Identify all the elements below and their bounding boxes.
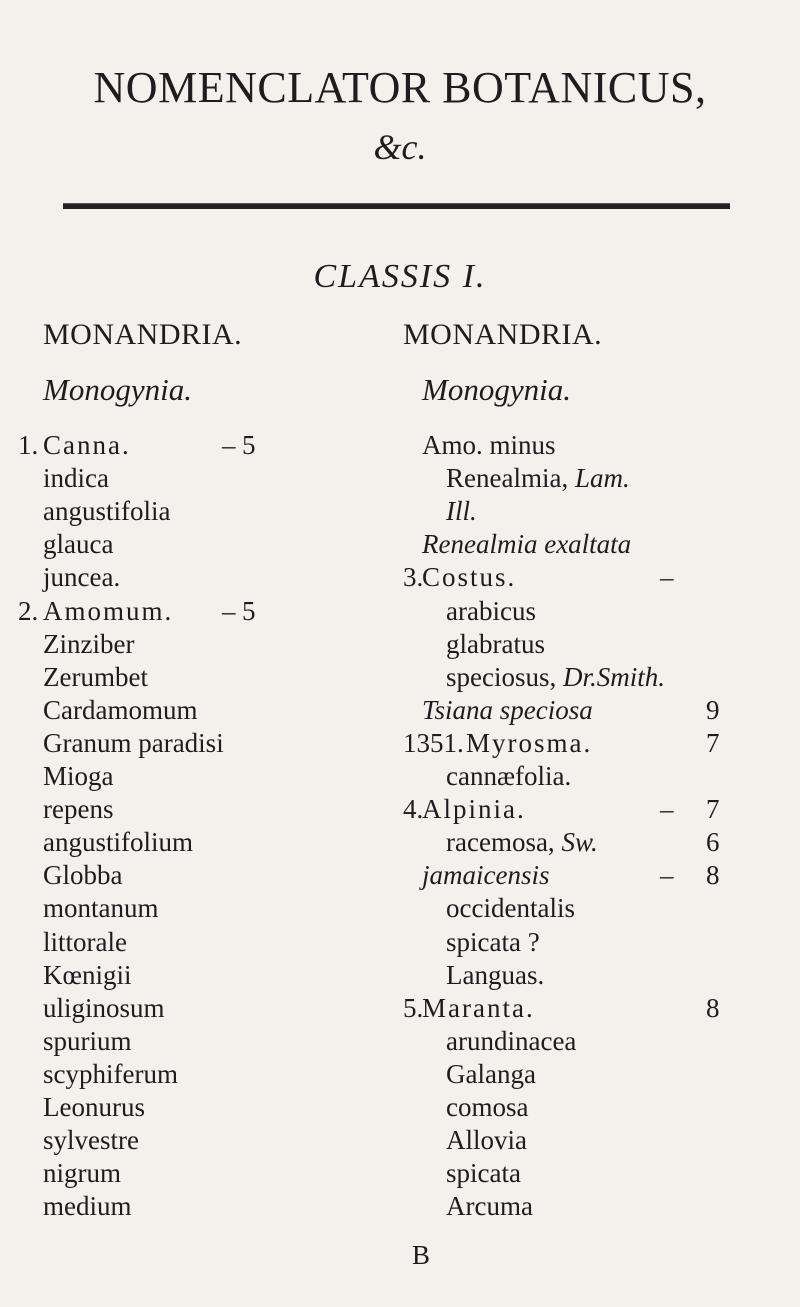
species-name bbox=[422, 860, 550, 891]
entry-text: sylvestre bbox=[43, 1125, 139, 1155]
entry-text: Leonurus bbox=[43, 1092, 145, 1122]
species-name bbox=[446, 662, 665, 693]
entry-text: Alpinia. bbox=[422, 794, 526, 824]
entry-text: medium bbox=[43, 1191, 132, 1221]
species-name bbox=[422, 695, 593, 726]
entry-number: 1351. bbox=[403, 728, 464, 758]
entry-text: scyphiferum bbox=[43, 1059, 178, 1089]
reference-number: 7 bbox=[706, 728, 720, 758]
species-name bbox=[422, 430, 556, 461]
reference-number: 6 bbox=[706, 827, 720, 857]
entry-text: Ill. bbox=[446, 496, 477, 526]
entry-number: 2. bbox=[18, 596, 39, 626]
entry-text: Maranta. bbox=[422, 993, 535, 1023]
species-name bbox=[446, 827, 598, 858]
species-name bbox=[446, 893, 575, 924]
dash: – bbox=[222, 596, 236, 626]
species-name bbox=[446, 463, 630, 494]
species-name bbox=[446, 1092, 528, 1123]
entry-text: Zerumbet bbox=[43, 662, 148, 692]
species-name bbox=[446, 761, 571, 792]
species-name bbox=[43, 529, 113, 560]
species-name bbox=[43, 794, 113, 825]
reference-number: 8 bbox=[706, 993, 720, 1023]
species-name bbox=[43, 496, 170, 527]
entry-text: Amomum. bbox=[43, 596, 174, 626]
entry-text: Mioga bbox=[43, 761, 114, 791]
left-column-subheading: Monogynia. bbox=[43, 372, 192, 407]
entry-text: spicata ? bbox=[446, 927, 540, 957]
genus-name bbox=[466, 728, 592, 759]
signature-mark: B bbox=[412, 1240, 431, 1270]
species-name bbox=[43, 629, 134, 660]
species-name bbox=[43, 927, 127, 958]
species-name bbox=[43, 893, 159, 924]
classis-heading: CLASSIS I. bbox=[313, 258, 487, 295]
entry-text: Allovia bbox=[446, 1125, 527, 1155]
entry-text: montanum bbox=[43, 893, 159, 923]
species-name bbox=[43, 728, 224, 759]
author-abbreviation: Sw. bbox=[561, 827, 598, 857]
entry-number: 1. bbox=[18, 430, 39, 460]
genus-name bbox=[43, 596, 173, 627]
species-name bbox=[446, 1158, 521, 1189]
dash: – bbox=[222, 430, 236, 460]
dash: – bbox=[660, 860, 674, 890]
species-name bbox=[43, 463, 109, 494]
right-column-subheading: Monogynia. bbox=[422, 372, 571, 407]
entry-number: 5. bbox=[403, 993, 424, 1023]
entry-text: angustifolia bbox=[43, 496, 171, 526]
entry-text: Renealmia, bbox=[446, 463, 569, 493]
entry-number: 4. bbox=[403, 794, 424, 824]
dash: – bbox=[660, 794, 674, 824]
entry-text: Amo. minus bbox=[422, 430, 556, 460]
entry-text: Renealmia exaltata bbox=[422, 529, 632, 559]
entry-text: Arcuma bbox=[446, 1191, 533, 1221]
species-name bbox=[43, 562, 120, 593]
species-name bbox=[43, 860, 122, 891]
entry-text: arundinacea bbox=[446, 1026, 577, 1056]
species-name bbox=[422, 529, 631, 560]
entry-text: Globba bbox=[43, 860, 123, 890]
entry-text: arabicus bbox=[446, 596, 536, 626]
species-name bbox=[43, 993, 165, 1024]
reference-number: 7 bbox=[706, 794, 720, 824]
species-name bbox=[446, 1125, 527, 1156]
species-name bbox=[43, 827, 193, 858]
entry-text: Cardamomum bbox=[43, 695, 198, 725]
entry-text: occidentalis bbox=[446, 893, 575, 923]
entry-text: Costus. bbox=[422, 562, 517, 592]
entry-text: Granum paradisi bbox=[43, 728, 224, 758]
species-name bbox=[43, 1026, 132, 1057]
entry-text: Zinziber bbox=[43, 629, 135, 659]
entry-text: jamaicensis bbox=[422, 860, 550, 890]
species-name bbox=[446, 496, 477, 527]
entry-text: angustifolium bbox=[43, 827, 193, 857]
entry-number: 3. bbox=[403, 562, 424, 592]
species-name bbox=[43, 662, 148, 693]
entry-text: littorale bbox=[43, 927, 127, 957]
species-name bbox=[446, 1059, 536, 1090]
species-name bbox=[43, 1059, 178, 1090]
entry-text: Kœnigii bbox=[43, 960, 132, 990]
entry-text: juncea. bbox=[43, 562, 121, 592]
genus-name bbox=[422, 993, 535, 1024]
genus-name bbox=[422, 562, 516, 593]
species-name bbox=[43, 1191, 132, 1222]
ornamental-rule bbox=[63, 203, 730, 209]
entry-text: comosa bbox=[446, 1092, 529, 1122]
page-subtitle: &c. bbox=[373, 127, 427, 167]
species-name bbox=[446, 927, 540, 958]
genus-name bbox=[422, 794, 526, 825]
species-name bbox=[446, 960, 544, 991]
species-name bbox=[446, 596, 536, 627]
entry-text: Myrosma. bbox=[466, 728, 593, 758]
entry-text: uliginosum bbox=[43, 993, 165, 1023]
species-name bbox=[43, 1158, 121, 1189]
species-name bbox=[446, 1026, 576, 1057]
entry-text: spicata bbox=[446, 1158, 521, 1188]
left-column-heading: MONANDRIA. bbox=[43, 318, 243, 351]
species-name bbox=[446, 1191, 533, 1222]
author-abbreviation: Lam. bbox=[574, 463, 630, 493]
dash: – bbox=[660, 562, 674, 592]
entry-text: racemosa, bbox=[446, 827, 555, 857]
species-name bbox=[43, 1125, 139, 1156]
genus-name bbox=[43, 430, 131, 461]
entry-text: cannæfolia. bbox=[446, 761, 572, 791]
entry-text: repens bbox=[43, 794, 114, 824]
entry-text: Galanga bbox=[446, 1059, 536, 1089]
reference-number: 5 bbox=[242, 596, 256, 626]
right-column-heading: MONANDRIA. bbox=[403, 318, 603, 351]
entry-text: glauca bbox=[43, 529, 114, 559]
species-name bbox=[43, 761, 114, 792]
species-name bbox=[43, 960, 132, 991]
reference-number: 8 bbox=[706, 860, 720, 890]
entry-text: Canna. bbox=[43, 430, 131, 460]
entry-text: spurium bbox=[43, 1026, 132, 1056]
species-name bbox=[43, 695, 197, 726]
author-abbreviation: Dr.Smith. bbox=[563, 662, 666, 692]
entry-text: Tsiana speciosa bbox=[422, 695, 593, 725]
entry-text: glabratus bbox=[446, 629, 545, 659]
entry-text: nigrum bbox=[43, 1158, 121, 1188]
reference-number: 5 bbox=[242, 430, 256, 460]
page-title: NOMENCLATOR BOTANICUS, bbox=[93, 63, 707, 112]
reference-number: 9 bbox=[706, 695, 720, 725]
species-name bbox=[43, 1092, 145, 1123]
entry-text: indica bbox=[43, 463, 109, 493]
entry-text: Languas. bbox=[446, 960, 545, 990]
species-name bbox=[446, 629, 545, 660]
entry-text: speciosus, bbox=[446, 662, 557, 692]
